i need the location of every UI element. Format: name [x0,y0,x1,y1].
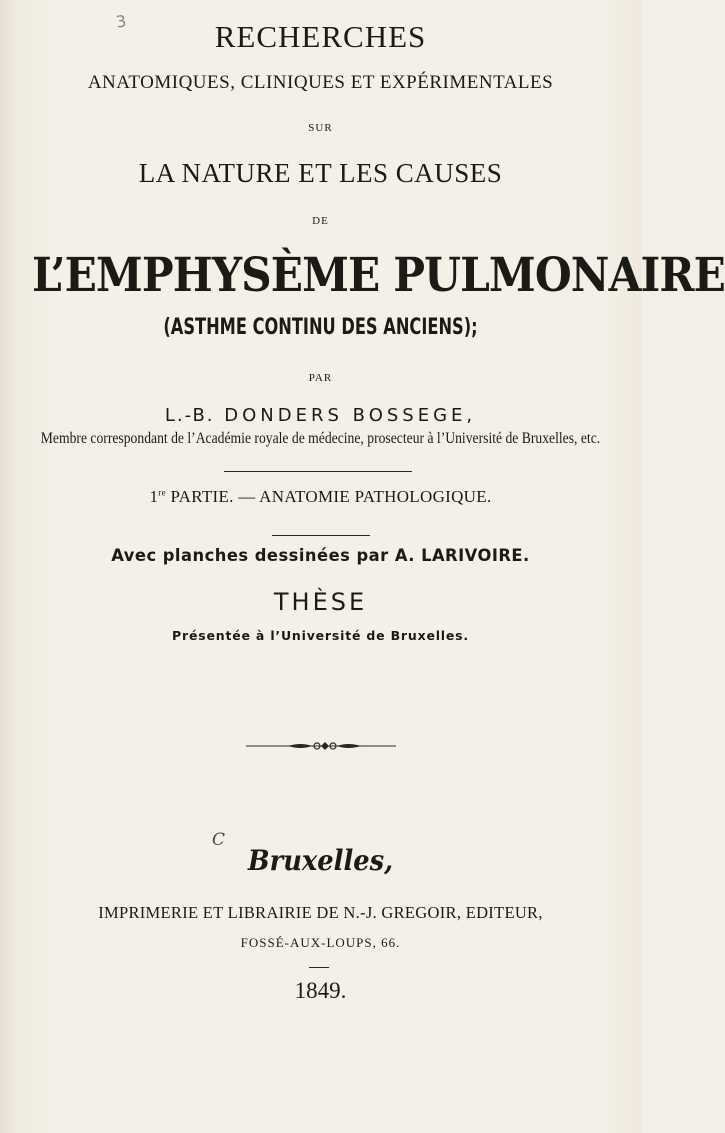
author-line [0,405,641,426]
address-line: FOSSÉ-AUX-LOUPS, 66. [240,935,401,950]
c-mark: C [212,830,226,850]
ornament-rule-icon [0,736,641,755]
publication-year: 1849. [294,978,347,1003]
author-credentials: Membre correspondant de l’Académie royale de médecine, prosecteur à l’Université de Bruxelles, etc. [40,430,601,447]
par-label: PAR [308,372,333,384]
book-title: RECHERCHES [214,19,427,54]
sur-label: SUR [308,122,333,134]
parenthetical-title: (ASTHME CONTINU DES ANCIENS); [163,315,478,340]
city: Bruxelles, [247,844,394,877]
part-line [0,487,641,507]
main-title: L’EMPHYSÈME PULMONAIRE [32,248,725,303]
part-suffix: re [158,487,166,498]
author-initials: L.-B. [164,405,215,426]
de-label: DE [312,215,329,227]
divider-rule-short [272,535,370,536]
book-subtitle: ANATOMIQUES, CLINIQUES ET EXPÉRIMENTALES [87,72,554,93]
part-number: 1 [149,487,159,506]
presented-line: Présentée à l’Université de Bruxelles. [172,628,469,643]
year-divider [309,967,329,968]
margin-note: 3 [114,11,128,32]
author-name: DONDERS BOSSEGE, [224,405,477,426]
plates-line: Avec planches dessinées par A. LARIVOIRE. [111,546,530,566]
divider-rule [224,471,412,472]
printer-line: IMPRIMERIE ET LIBRAIRIE DE N.-J. GREGOIR, EDITEUR, [98,903,543,922]
thesis-label: THÈSE [273,588,368,616]
topic-line: LA NATURE ET LES CAUSES [138,158,503,188]
part-title: PARTIE. — ANATOMIE PATHOLOGIQUE. [165,487,492,506]
